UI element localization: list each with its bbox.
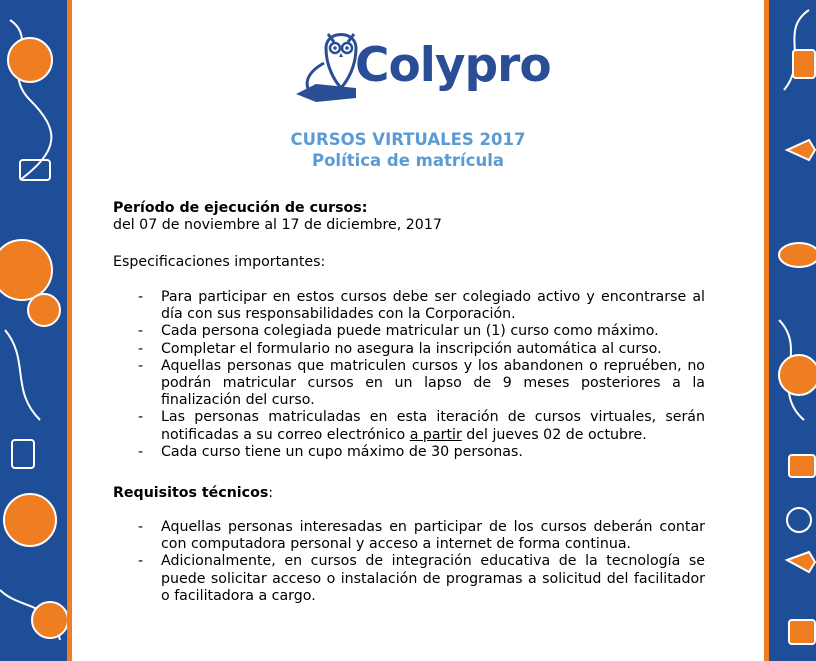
right-decorative-border bbox=[764, 0, 816, 661]
list-item: - Las personas matriculadas en esta iteración de cursos virtuales, serán notificadas a su correo electrónico a partir del jueves 02 de octubre. bbox=[138, 409, 705, 443]
list-item: - Aquellas personas interesadas en participar de los cursos deberán contar con computadora personal y acceso a internet de forma continua. bbox=[138, 519, 705, 553]
requirements-heading: Requisitos técnicos: bbox=[113, 485, 274, 501]
list-item: - Para participar en estos cursos debe ser colegiado activo y encontrarse al día con sus responsabilidades con la Corporación. bbox=[138, 289, 705, 323]
left-pattern-graphic bbox=[0, 0, 67, 661]
page-subtitle: Política de matrícula bbox=[311, 151, 504, 170]
period-dates: del 07 de noviembre al 17 de diciembre, 2017 bbox=[113, 217, 442, 233]
list-item: - Adicionalmente, en cursos de integración educativa de la tecnología se puede solicitar acceso o instalación de programas a solicitud del facilitador o facilitadora a cargo. bbox=[138, 553, 705, 604]
list-item: - Cada persona colegiada puede matricular un (1) curso como máximo. bbox=[138, 323, 659, 340]
list-item: - Completar el formulario no asegura la inscripción automática al curso. bbox=[138, 340, 662, 357]
period-section bbox=[113, 200, 705, 234]
underlined-text: a partir bbox=[409, 426, 462, 443]
left-decorative-border bbox=[0, 0, 72, 661]
specs-list bbox=[113, 289, 705, 461]
list-item: - Cada curso tiene un cupo máximo de 30 personas. bbox=[138, 443, 523, 460]
period-label: Período de ejecución de cursos: bbox=[113, 200, 368, 216]
brand-name: Colypro bbox=[355, 38, 551, 93]
requirements-list bbox=[113, 519, 705, 605]
specs-heading: Especificaciones importantes: bbox=[113, 254, 326, 270]
right-pattern-graphic bbox=[769, 0, 816, 661]
list-item: - Aquellas personas que matriculen cursos y los abandonen o repruében, no podrán matricular cursos en un lapso de 9 meses posteriores a la finalización del curso. bbox=[138, 357, 705, 409]
page-title: CURSOS VIRTUALES 2017 bbox=[290, 130, 526, 149]
